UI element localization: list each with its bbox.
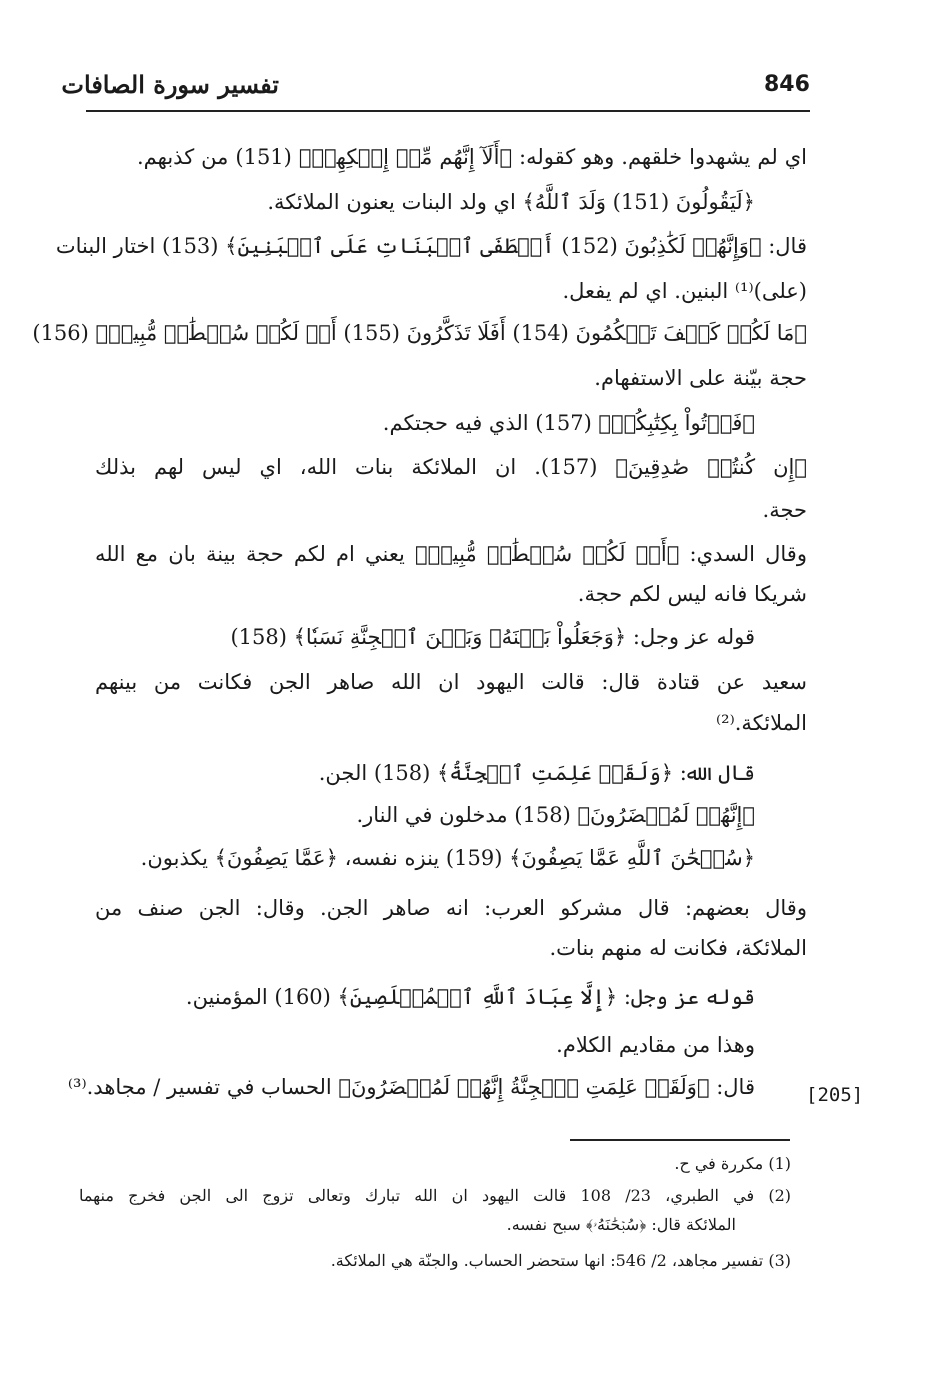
text-line: قال: ﴿وَإِنَّهُمۡ لَكَٰذِبُونَ (152) أَصۡطَفَى ٱلۡبَنَاتِ عَلَى ٱلۡبَنِينَ﴾ (153) اختار البنات — [55, 234, 807, 258]
text-line: ﴿سُبۡحَٰنَ ٱللَّهِ عَمَّا يَصِفُونَ﴾ (159) ينزه نفسه، ﴿عَمَّا يَصِفُونَ﴾ يكذبون. — [140, 846, 755, 870]
page-number: 846 — [764, 72, 810, 97]
text-line: قال: ﴿وَلَقَدۡ عَلِمَتِ ٱلۡجِنَّةُ إِنَّهُمۡ لَمُحۡضَرُونَ﴾ الحساب في تفسير / مجاهد.⁽³⁾ — [67, 1075, 755, 1099]
footnote-line: (1) مكررة في ح. — [674, 1154, 791, 1173]
text-line: قوله عز وجل: ﴿وَجَعَلُواْ بَيۡنَهُۥ وَبَيۡنَ ٱلۡجِنَّةِ نَسَبٗا﴾ (158) — [230, 625, 755, 649]
text-line: وقال السدي: ﴿أَمۡ لَكُمۡ سُلۡطَٰنٞ مُّبِينٞ﴾ يعني ام لكم حجة بينة بان مع الله — [95, 542, 807, 566]
text-line: ﴿مَا لَكُمۡ كَيۡفَ تَحۡكُمُونَ (154) أَفَلَا تَذَكَّرُونَ (155) أَمۡ لَكُمۡ سُلۡطَٰنٞ مُّبِينٞ﴾ (156) — [32, 321, 807, 345]
text-line: وقال بعضهم: قال مشركو العرب: انه صاهر الجن. وقال: الجن صنف من — [95, 896, 807, 920]
footnote-line: (3) تفسير مجاهد، 2/ 546: انها ستحضر الحساب. والجنّة هي الملائكة. — [330, 1251, 791, 1270]
text-line: ﴿إِن كُنتُمۡ صَٰدِقِينَ﴾ (157). ان الملائكة بنات الله، اي ليس لهم بذلك — [95, 455, 807, 479]
text-line: حجة. — [762, 498, 807, 522]
text-line: شريكا فانه ليس لكم حجة. — [577, 582, 807, 606]
text-line: الملائكة، فكانت له منهم بنات. — [549, 936, 807, 960]
text-line: قال الله: ﴿وَلَقَدۡ عَلِمَتِ ٱلۡجِنَّةُ﴾ (158) الجن. — [318, 761, 755, 785]
text-line: ﴿لَيَقُولُونَ (151) وَلَدَ ٱللَّهُ﴾ اي ولد البنات يعنون الملائكة. — [267, 190, 755, 214]
text-line: حجة بيّنة على الاستفهام. — [594, 366, 807, 390]
text-line: ﴿إِنَّهُمۡ لَمُحۡضَرُونَ﴾ (158) مدخلون في النار. — [356, 803, 755, 827]
text-line: اي لم يشهدوا خلقهم. وهو كقوله: ﴿أَلَآ إِنَّهُم مِّنۡ إِفۡكِهِمۡ﴾ (151) من كذبهم. — [137, 145, 807, 169]
text-line: وهذا من مقاديم الكلام. — [556, 1033, 755, 1057]
text-line: قوله عز وجل: ﴿إِلَّا عِبَادَ ٱللَّهِ ٱلۡمُخۡلَصِينَ﴾ (160) المؤمنين. — [185, 985, 755, 1009]
footnote-line: الملائكة قال: ﴿سُبۡحَٰنَهُۥ﴾ سبح نفسه. — [506, 1215, 736, 1234]
header-rule — [86, 110, 810, 112]
text-line: (على)⁽¹⁾ البنين. اي لم يفعل. — [562, 279, 807, 303]
margin-reference: [205] — [806, 1084, 864, 1106]
footnote-line: (2) في الطبري، 23/ 108 قالت اليهود ان الله تبارك وتعالى تزوج الى الجن فخرج منهما — [79, 1186, 792, 1205]
text-line: سعيد عن قتادة قال: قالت اليهود ان الله صاهر الجن فكانت من بينهم — [95, 670, 807, 694]
running-title: تفسير سورة الصافات — [61, 70, 279, 99]
text-line: ﴿فَأۡتُواْ بِكِتَٰبِكُمۡ﴾ (157) الذي فيه حجتكم. — [382, 411, 755, 435]
text-line: الملائكة.⁽²⁾ — [715, 711, 807, 735]
footnote-rule — [570, 1139, 790, 1141]
